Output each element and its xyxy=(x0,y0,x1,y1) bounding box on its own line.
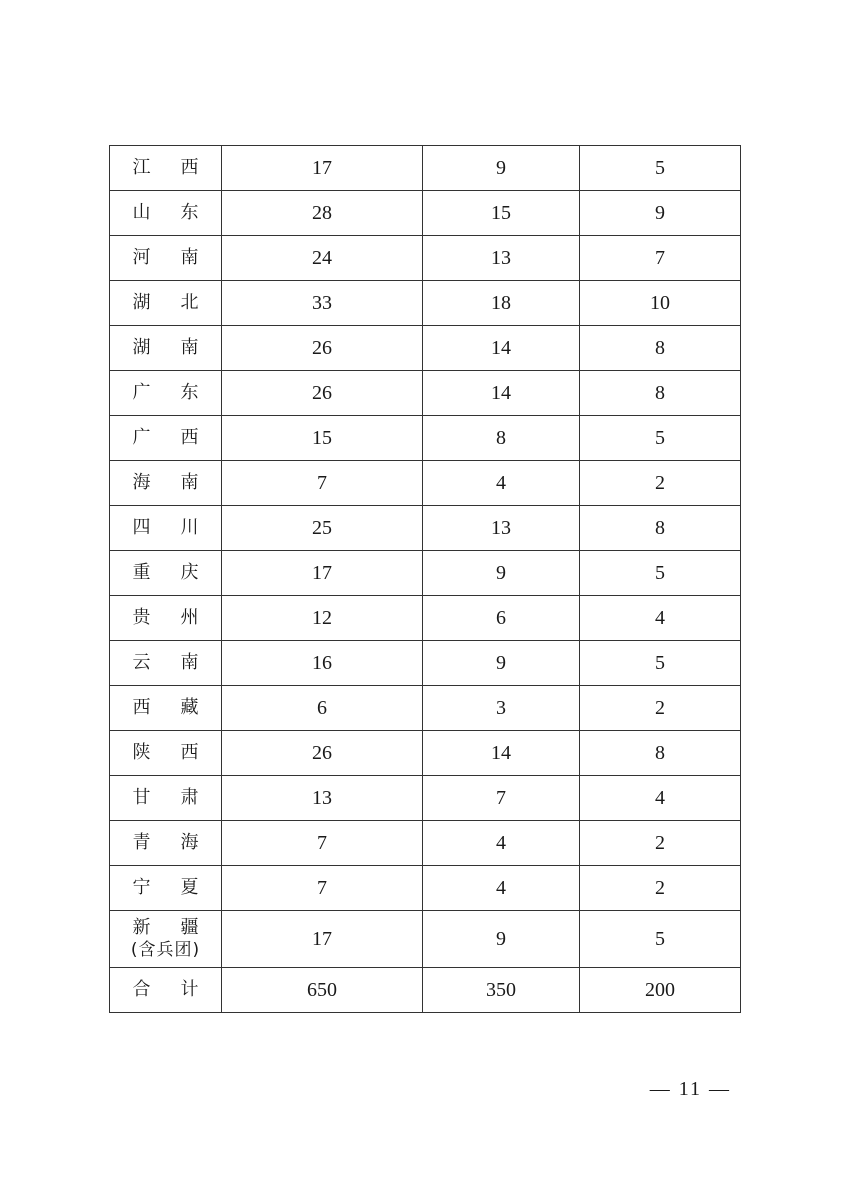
region-cell xyxy=(110,236,222,281)
region-cell xyxy=(110,191,222,236)
value-cell-c4: 5 xyxy=(580,911,741,968)
value-cell-c3: 4 xyxy=(423,821,580,866)
value-cell-c3: 9 xyxy=(423,551,580,596)
region-cell xyxy=(110,281,222,326)
region-cell xyxy=(110,551,222,596)
value-cell-c3: 6 xyxy=(423,596,580,641)
value-cell-c3: 14 xyxy=(423,326,580,371)
value-cell-c4: 200 xyxy=(580,968,741,1013)
region-name: 青 海 xyxy=(132,832,199,853)
value-cell-c2: 7 xyxy=(222,821,423,866)
value-cell-c4: 2 xyxy=(580,686,741,731)
region-cell xyxy=(110,146,222,191)
value-cell-c3: 9 xyxy=(423,911,580,968)
region-name: 贵 州 xyxy=(132,607,199,628)
value-cell-c2: 28 xyxy=(222,191,423,236)
value-cell-c4: 10 xyxy=(580,281,741,326)
value-cell-c3: 9 xyxy=(423,641,580,686)
value-cell-c2: 17 xyxy=(222,551,423,596)
value-cell-c4: 7 xyxy=(580,236,741,281)
table-row xyxy=(110,461,741,506)
region-name: 重 庆 xyxy=(132,562,199,583)
region-name: 湖 南 xyxy=(132,337,199,358)
region-note: (含兵团) xyxy=(130,940,201,960)
table-row xyxy=(110,821,741,866)
region-cell xyxy=(110,821,222,866)
value-cell-c3: 14 xyxy=(423,371,580,416)
value-cell-c3: 7 xyxy=(423,776,580,821)
table-row xyxy=(110,281,741,326)
table-row xyxy=(110,326,741,371)
value-cell-c2: 25 xyxy=(222,506,423,551)
table-row xyxy=(110,911,741,968)
region-name: 陕 西 xyxy=(132,742,199,763)
value-cell-c4: 9 xyxy=(580,191,741,236)
value-cell-c4: 8 xyxy=(580,731,741,776)
value-cell-c2: 7 xyxy=(222,461,423,506)
value-cell-c3: 4 xyxy=(423,461,580,506)
value-cell-c3: 9 xyxy=(423,146,580,191)
table-row xyxy=(110,371,741,416)
region-name: 广 东 xyxy=(132,382,199,403)
table-row xyxy=(110,686,741,731)
value-cell-c4: 8 xyxy=(580,326,741,371)
value-cell-c2: 17 xyxy=(222,146,423,191)
region-cell xyxy=(110,596,222,641)
region-name: 新 疆 xyxy=(132,917,199,938)
value-cell-c4: 4 xyxy=(580,776,741,821)
value-cell-c2: 6 xyxy=(222,686,423,731)
table-row xyxy=(110,968,741,1013)
table-row xyxy=(110,506,741,551)
table-row xyxy=(110,416,741,461)
value-cell-c4: 8 xyxy=(580,371,741,416)
value-cell-c2: 26 xyxy=(222,731,423,776)
table-row xyxy=(110,236,741,281)
region-cell xyxy=(110,911,222,968)
value-cell-c2: 650 xyxy=(222,968,423,1013)
page-number: — 11 — xyxy=(649,1078,731,1100)
region-name: 合 计 xyxy=(132,979,199,1000)
region-name: 湖 北 xyxy=(132,292,199,313)
region-name: 河 南 xyxy=(132,247,199,268)
value-cell-c4: 2 xyxy=(580,461,741,506)
region-name: 山 东 xyxy=(132,202,199,223)
region-name: 四 川 xyxy=(132,517,199,538)
region-cell xyxy=(110,731,222,776)
region-cell xyxy=(110,416,222,461)
region-name: 海 南 xyxy=(132,472,199,493)
value-cell-c2: 12 xyxy=(222,596,423,641)
table-row xyxy=(110,191,741,236)
region-cell xyxy=(110,326,222,371)
region-cell xyxy=(110,371,222,416)
table-body xyxy=(110,146,741,1013)
value-cell-c2: 24 xyxy=(222,236,423,281)
table-row xyxy=(110,866,741,911)
region-cell xyxy=(110,686,222,731)
region-name: 江 西 xyxy=(132,157,199,178)
value-cell-c2: 33 xyxy=(222,281,423,326)
region-name: 广 西 xyxy=(132,427,199,448)
value-cell-c4: 5 xyxy=(580,551,741,596)
table-row xyxy=(110,551,741,596)
table-row xyxy=(110,776,741,821)
table-row xyxy=(110,146,741,191)
region-cell xyxy=(110,866,222,911)
value-cell-c2: 26 xyxy=(222,326,423,371)
table-row xyxy=(110,596,741,641)
table-row xyxy=(110,731,741,776)
value-cell-c3: 350 xyxy=(423,968,580,1013)
value-cell-c3: 14 xyxy=(423,731,580,776)
region-cell xyxy=(110,506,222,551)
value-cell-c2: 16 xyxy=(222,641,423,686)
value-cell-c3: 15 xyxy=(423,191,580,236)
region-cell xyxy=(110,461,222,506)
value-cell-c2: 13 xyxy=(222,776,423,821)
value-cell-c4: 8 xyxy=(580,506,741,551)
value-cell-c3: 18 xyxy=(423,281,580,326)
value-cell-c4: 5 xyxy=(580,641,741,686)
region-name: 西 藏 xyxy=(132,697,199,718)
value-cell-c4: 2 xyxy=(580,821,741,866)
value-cell-c2: 7 xyxy=(222,866,423,911)
region-cell xyxy=(110,641,222,686)
region-name: 甘 肃 xyxy=(132,787,199,808)
value-cell-c3: 8 xyxy=(423,416,580,461)
value-cell-c4: 4 xyxy=(580,596,741,641)
table-row xyxy=(110,641,741,686)
value-cell-c3: 3 xyxy=(423,686,580,731)
region-cell xyxy=(110,776,222,821)
region-cell xyxy=(110,968,222,1013)
value-cell-c4: 5 xyxy=(580,416,741,461)
value-cell-c3: 4 xyxy=(423,866,580,911)
value-cell-c3: 13 xyxy=(423,506,580,551)
value-cell-c4: 5 xyxy=(580,146,741,191)
region-name: 云 南 xyxy=(132,652,199,673)
value-cell-c4: 2 xyxy=(580,866,741,911)
value-cell-c3: 13 xyxy=(423,236,580,281)
value-cell-c2: 26 xyxy=(222,371,423,416)
value-cell-c2: 17 xyxy=(222,911,423,968)
region-name: 宁 夏 xyxy=(132,877,199,898)
quota-table xyxy=(109,145,741,1013)
value-cell-c2: 15 xyxy=(222,416,423,461)
